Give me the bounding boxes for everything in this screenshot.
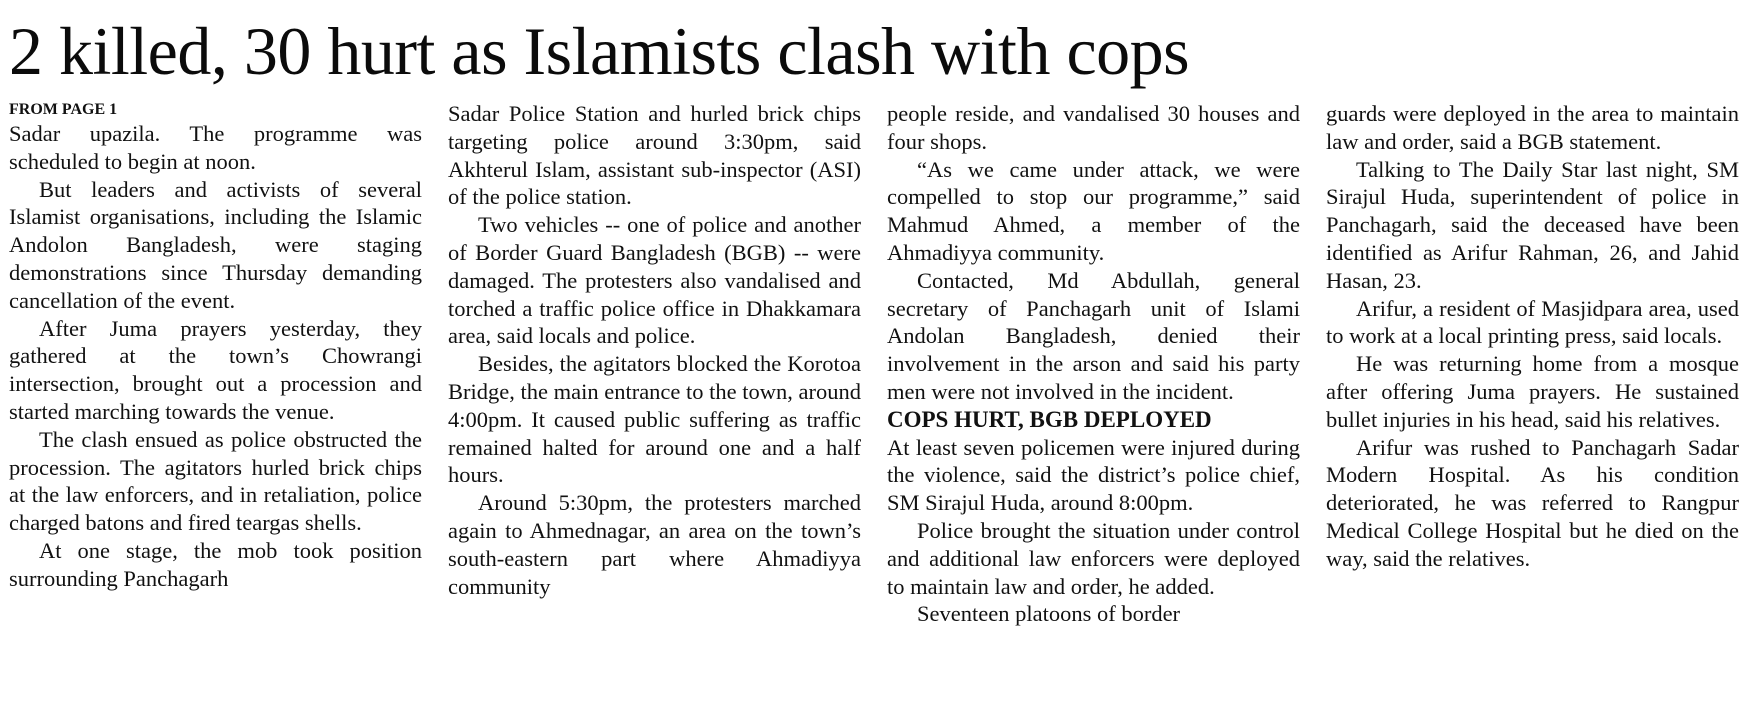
column-1 xyxy=(9,100,422,720)
column-2 xyxy=(448,100,861,720)
paragraph: people reside, and vandalised 30 houses and four shops. xyxy=(887,101,1300,154)
paragraph: Arifur, a resident of Masjidpara area, used to work at a local printing press, said locals. xyxy=(1326,295,1739,349)
headline: 2 killed, 30 hurt as Islamists clash with cops xyxy=(9,13,1190,89)
subheading: COPS HURT, BGB DEPLOYED xyxy=(887,406,1212,432)
paragraph: But leaders and activists of several Islamist organisations, including the Islamic Andolon Bangladesh, were staging demonstrations since Thursday demanding cancellation of the event. xyxy=(9,176,422,313)
paragraph: Seventeen platoons of border xyxy=(917,601,1181,627)
paragraph: Contacted, Md Abdullah, general secretary of Panchagarh unit of Islami Andolan Bangladesh, denied their involvement in the arson and said his party men were not involved in the incident. xyxy=(887,267,1300,404)
jump-line: FROM PAGE 1 xyxy=(9,101,118,118)
paragraph: At least seven policemen were injured during the violence, said the district’s police chief, SM Sirajul Huda, around 8:00pm. xyxy=(887,434,1300,516)
paragraph: Sadar upazila. The programme was scheduled to begin at noon. xyxy=(9,121,422,174)
paragraph: He was returning home from a mosque after offering Juma prayers. He sustained bullet injuries in his head, said his relatives. xyxy=(1326,351,1739,432)
paragraph: Police brought the situation under control and additional law enforcers were deployed to maintain law and order, he added. xyxy=(887,517,1300,599)
article-body xyxy=(9,100,1739,720)
paragraph: After Juma prayers yesterday, they gathered at the town’s Chowrangi intersection, brought out a procession and started marching towards the venue. xyxy=(9,315,422,424)
paragraph: Sadar Police Station and hurled brick chips targeting police around 3:30pm, said Akhterul Islam, assistant sub-inspector (ASI) of the police station. xyxy=(448,101,861,210)
paragraph: guards were deployed in the area to maintain law and order, said a BGB statement. xyxy=(1326,101,1739,154)
paragraph: Around 5:30pm, the protesters marched again to Ahmednagar, an area on the town’s south-eastern part where Ahmadiyya community xyxy=(448,490,861,599)
paragraph: Two vehicles -- one of police and another of Border Guard Bangladesh (BGB) -- were damaged. The protesters also vandalised and torched a traffic police office in Dhakkamara area, said locals and police. xyxy=(448,212,861,349)
paragraph: Besides, the agitators blocked the Korotoa Bridge, the main entrance to the town, around 4:00pm. It caused public suffering as traffic remained halted for around one and a half hours. xyxy=(448,351,861,488)
column-4 xyxy=(1326,100,1739,720)
paragraph: The clash ensued as police obstructed the procession. The agitators hurled brick chips at the law enforcers, and in retaliation, police charged batons and fired teargas shells. xyxy=(9,426,422,536)
paragraph: Arifur was rushed to Panchagarh Sadar Modern Hospital. As his condition deteriorated, he was referred to Rangpur Medical College Hospital but he died on the way, said the relatives. xyxy=(1326,434,1739,571)
paragraph: “As we came under attack, we were compelled to stop our programme,” said Mahmud Ahmed, a member of the Ahmadiyya community. xyxy=(887,156,1300,265)
column-3 xyxy=(887,100,1300,720)
paragraph: At one stage, the mob took position surrounding Panchagarh xyxy=(9,537,422,591)
paragraph: Talking to The Daily Star last night, SM Sirajul Huda, superintendent of police in Panchagarh, said the deceased have been identified as Arifur Rahman, 26, and Jahid Hasan, 23. xyxy=(1326,156,1739,293)
